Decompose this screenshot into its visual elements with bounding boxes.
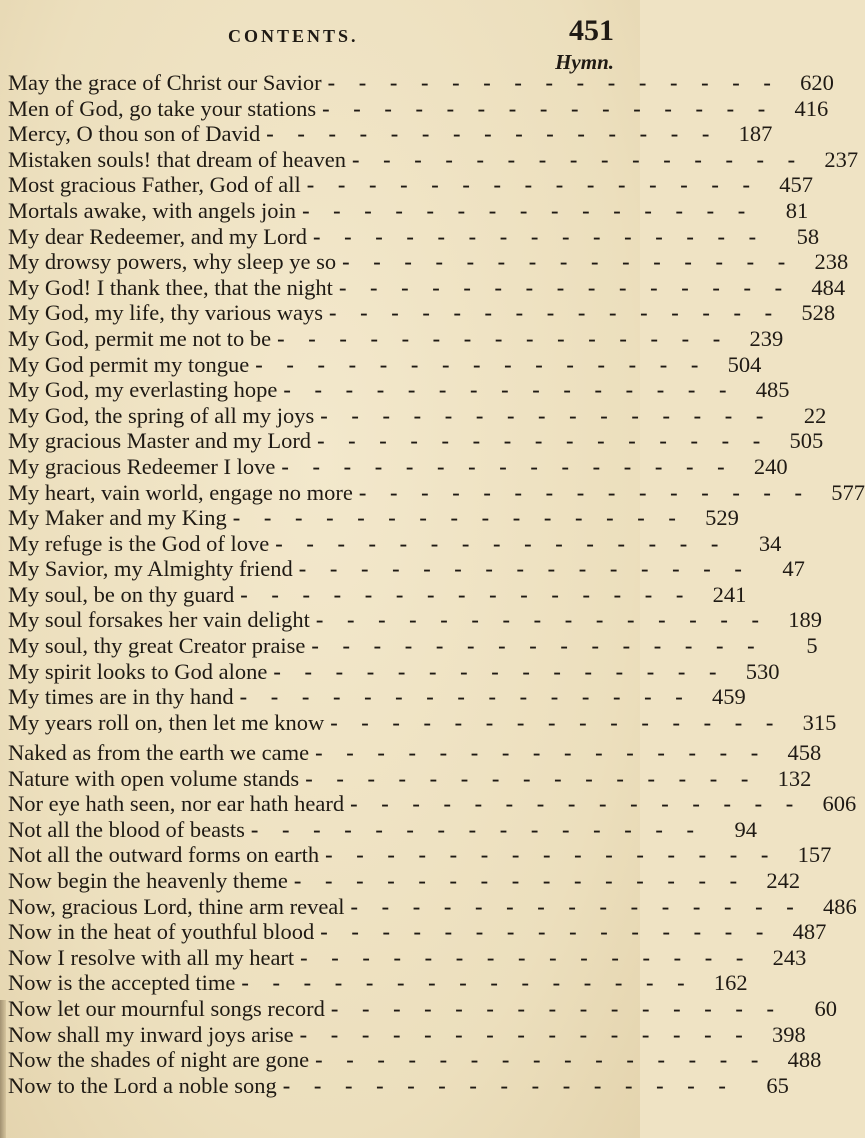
contents-entry	[8, 709, 837, 736]
entry-first-line: May the grace of Christ our Savior	[8, 70, 322, 95]
entry-hymn-number: 189	[788, 607, 822, 633]
binding-edge-shadow	[0, 1000, 6, 1138]
entry-first-line: Now to the Lord a noble song	[8, 1072, 277, 1098]
entry-hymn-number: 187	[738, 121, 773, 147]
entry-first-line: Now begin the heavenly theme	[8, 867, 288, 893]
entry-first-line: My times are in thy hand	[8, 684, 234, 710]
entry-first-line: My God, my life, thy various ways	[8, 300, 323, 326]
dot-leader: - - - - - - - - - - - - - - -	[315, 607, 768, 633]
entry-first-line: Mortals awake, with angels join	[8, 197, 297, 223]
entry-first-line: Nor eye hath seen, nor ear hath heard	[8, 791, 345, 817]
entry-hymn-number: 315	[802, 709, 837, 735]
dot-leader: - - - - - - - - - - - - - - -	[302, 197, 755, 223]
contents-entry	[8, 791, 857, 817]
entry-hymn-number: 484	[811, 274, 846, 300]
entry-first-line: Now is the accepted time	[8, 970, 236, 996]
entry-first-line: My God! I thank thee, that the night	[8, 274, 333, 300]
contents-entry	[8, 995, 837, 1022]
dot-leader: - - - - - - - - - - - - - - -	[282, 1072, 735, 1098]
entry-hymn-number: 459	[711, 684, 746, 710]
entry-hymn-number: 504	[727, 351, 762, 377]
dot-leader: - - - - - - - - - - - - - - -	[250, 816, 703, 842]
contents-entry	[8, 893, 857, 920]
contents-entry	[8, 146, 859, 173]
dot-leader: - - - - - - - - - - - - - - -	[325, 842, 778, 868]
dot-leader: - - - - - - - - - - - - - - -	[352, 146, 805, 172]
dot-leader: - - - - - - - - - - - - - - -	[255, 351, 708, 377]
contents-entry	[8, 95, 829, 122]
entry-first-line: Now in the heat of youthful blood	[8, 919, 315, 945]
entry-hymn-number: 60	[814, 995, 837, 1021]
dot-leader: - - - - - - - - - - - - - - -	[298, 556, 751, 582]
entry-hymn-number: 416	[794, 95, 829, 121]
entry-hymn-number: 528	[801, 300, 836, 326]
contents-entry	[8, 505, 739, 531]
entry-hymn-number: 162	[713, 970, 748, 996]
entry-hymn-number: 240	[753, 453, 788, 479]
contents-entry	[8, 300, 836, 326]
contents-entry	[8, 842, 832, 868]
contents-entry	[8, 816, 757, 843]
dot-leader: - - - - - - - - - - - - - - -	[350, 791, 803, 817]
entry-first-line: My dear Redeemer, and my Lord	[8, 223, 307, 249]
entry-hymn-number: 237	[824, 146, 859, 172]
entry-hymn-number: 242	[766, 867, 801, 893]
entry-hymn-number: 157	[797, 842, 832, 868]
entry-first-line: My refuge is the God of love	[8, 530, 270, 556]
contents-entry	[8, 223, 820, 250]
contents-entry	[8, 325, 784, 352]
contents-entry	[8, 658, 780, 685]
entry-first-line: My soul, be on thy guard	[8, 581, 235, 607]
contents-entry	[8, 765, 812, 792]
entry-hymn-number: 488	[787, 1047, 822, 1073]
dot-leader: - - - - - - - - - - - - - - -	[277, 325, 730, 351]
entry-hymn-number: 486	[822, 893, 857, 919]
entry-hymn-number: 458	[787, 740, 822, 765]
dot-leader: - - - - - - - - - - - - - - -	[311, 633, 764, 659]
entry-hymn-number: 239	[749, 325, 784, 351]
entry-first-line: Mercy, O thou son of David	[8, 121, 261, 147]
contents-entry	[8, 479, 865, 506]
entry-hymn-number: 487	[792, 919, 827, 945]
dot-leader: - - - - - - - - - - - - - - -	[306, 172, 759, 198]
contents-entry	[8, 740, 822, 766]
entry-first-line: My God, permit me not to be	[8, 325, 272, 351]
entry-first-line: Mistaken souls! that dream of heaven	[8, 146, 347, 172]
contents-entry	[8, 581, 747, 608]
contents-entry	[8, 249, 849, 275]
dot-leader: - - - - - - - - - - - - - - -	[283, 377, 736, 403]
entry-hymn-number: 505	[789, 428, 824, 454]
contents-entry	[8, 944, 807, 971]
contents-entry	[8, 121, 773, 147]
contents-entry	[8, 274, 846, 301]
dot-leader: - - - - - - - - - - - - - - -	[300, 944, 753, 970]
dot-leader: - - - - - - - - - - - - - - -	[313, 223, 766, 249]
entry-hymn-number: 485	[755, 377, 790, 403]
dot-leader: - - - - - - - - - - - - - - -	[322, 95, 775, 121]
entry-first-line: My heart, vain world, engage no more	[8, 479, 353, 505]
entry-first-line: Now I resolve with all my heart	[8, 944, 295, 970]
entry-first-line: My Maker and my King	[8, 505, 227, 531]
entry-first-line: My gracious Master and my Lord	[8, 428, 312, 454]
entry-first-line: My gracious Redeemer I love	[8, 453, 276, 479]
contents-list-m	[8, 70, 865, 735]
entry-hymn-number: 132	[777, 765, 812, 791]
dot-leader: - - - - - - - - - - - - - - -	[317, 428, 770, 454]
contents-entry	[8, 1047, 822, 1073]
dot-leader: - - - - - - - - - - - - - - -	[305, 765, 758, 791]
contents-entry	[8, 633, 818, 659]
contents-entry	[8, 351, 762, 378]
dot-leader: - - - - - - - - - - - - - - -	[241, 970, 694, 996]
entry-first-line: My Savior, my Almighty friend	[8, 556, 293, 582]
dot-leader: - - - - - - - - - - - - - - -	[273, 658, 726, 684]
running-title: CONTENTS.	[228, 26, 359, 46]
dot-leader: - - - - - - - - - - - - - - -	[350, 893, 803, 919]
hymn-column-label: Hymn.	[555, 50, 614, 74]
page-number: 451	[569, 14, 614, 47]
dot-leader: - - - - - - - - - - - - - - -	[232, 505, 685, 531]
dot-leader: - - - - - - - - - - - - - - -	[293, 867, 747, 893]
dot-leader: - - - - - - - - - - - - - - -	[315, 740, 768, 765]
dot-leader: - - - - - - - - - - - - - - -	[328, 300, 782, 326]
entry-hymn-number: 58	[796, 223, 820, 249]
dot-leader: - - - - - - - - - - - - - - -	[330, 709, 783, 735]
entry-hymn-number: 34	[758, 530, 782, 556]
dot-leader: - - - - - - - - - - - - - - -	[342, 249, 795, 275]
contents-list-n	[8, 740, 857, 1098]
entry-hymn-number: 243	[772, 944, 807, 970]
contents-entry	[8, 919, 827, 945]
entry-first-line: Nature with open volume stands	[8, 765, 300, 791]
dot-leader: - - - - - - - - - - - - - - -	[330, 995, 783, 1021]
dot-leader: - - - - - - - - - - - - - - -	[299, 1021, 752, 1047]
entry-first-line: My soul forsakes her vain delight	[8, 607, 310, 633]
entry-first-line: My years roll on, then let me know	[8, 709, 325, 735]
dot-leader: - - - - - - - - - - - - - - -	[320, 919, 773, 945]
dot-leader: - - - - - - - - - - - - - - -	[338, 274, 792, 300]
entry-hymn-number: 65	[766, 1072, 789, 1098]
contents-entry	[8, 1072, 789, 1099]
entry-hymn-number: 398	[771, 1021, 806, 1047]
contents-entry	[8, 197, 809, 224]
contents-entry	[8, 684, 746, 710]
entry-first-line: Now shall my inward joys arise	[8, 1021, 294, 1047]
dot-leader: - - - - - - - - - - - - - - -	[239, 684, 692, 710]
contents-entry	[8, 556, 805, 582]
entry-hymn-number: 530	[745, 658, 780, 684]
entry-hymn-number: 22	[803, 402, 827, 428]
page-header	[0, 14, 640, 54]
contents-entry	[8, 1021, 806, 1048]
entry-hymn-number: 81	[785, 197, 809, 223]
entry-first-line: My soul, thy great Creator praise	[8, 633, 306, 659]
entry-hymn-number: 241	[712, 581, 747, 607]
contents-entry	[8, 607, 822, 633]
entry-hymn-number: 577	[831, 479, 865, 505]
entry-hymn-number: 606	[822, 791, 857, 817]
contents-entry	[8, 70, 834, 96]
entry-hymn-number: 238	[814, 249, 849, 275]
contents-entry	[8, 172, 813, 198]
dot-leader: - - - - - - - - - - - - - - -	[320, 402, 773, 428]
dot-leader: - - - - - - - - - - - - - - -	[266, 121, 719, 147]
dot-leader: - - - - - - - - - - - - - - -	[240, 581, 693, 607]
dot-leader: - - - - - - - - - - - - - - -	[358, 479, 812, 505]
contents-entry	[8, 377, 790, 403]
dot-leader: - - - - - - - - - - - - - - -	[315, 1047, 768, 1073]
entry-first-line: My God, the spring of all my joys	[8, 402, 315, 428]
entry-first-line: Now, gracious Lord, thine arm reveal	[8, 893, 345, 919]
contents-entry	[8, 530, 782, 557]
dot-leader: - - - - - - - - - - - - - - -	[327, 70, 780, 95]
entry-first-line: Now let our mournful songs record	[8, 995, 325, 1021]
contents-entry	[8, 453, 788, 480]
entry-hymn-number: 94	[734, 816, 757, 842]
entry-first-line: Now the shades of night are gone	[8, 1047, 310, 1073]
entry-first-line: Naked as from the earth we came	[8, 740, 310, 765]
entry-first-line: Most gracious Father, God of all	[8, 172, 301, 198]
entry-hymn-number: 47	[782, 556, 805, 582]
entry-hymn-number: 457	[779, 172, 813, 198]
dot-leader: - - - - - - - - - - - - - - -	[275, 530, 728, 556]
entry-first-line: Men of God, go take your stations	[8, 95, 317, 121]
entry-first-line: My spirit looks to God alone	[8, 658, 268, 684]
entry-hymn-number: 620	[800, 70, 834, 95]
dot-leader: - - - - - - - - - - - - - - -	[281, 453, 734, 479]
entry-first-line: My drowsy powers, why sleep ye so	[8, 249, 337, 275]
contents-entry	[8, 867, 801, 894]
contents-entry	[8, 428, 824, 454]
contents-entry	[8, 970, 748, 996]
entry-first-line: My God, my everlasting hope	[8, 377, 278, 403]
entry-first-line: Not all the blood of beasts	[8, 816, 245, 842]
entry-first-line: My God permit my tongue	[8, 351, 250, 377]
entry-hymn-number: 529	[705, 505, 739, 531]
entry-first-line: Not all the outward forms on earth	[8, 842, 320, 868]
entry-hymn-number: 5	[806, 633, 818, 659]
contents-entry	[8, 402, 827, 429]
